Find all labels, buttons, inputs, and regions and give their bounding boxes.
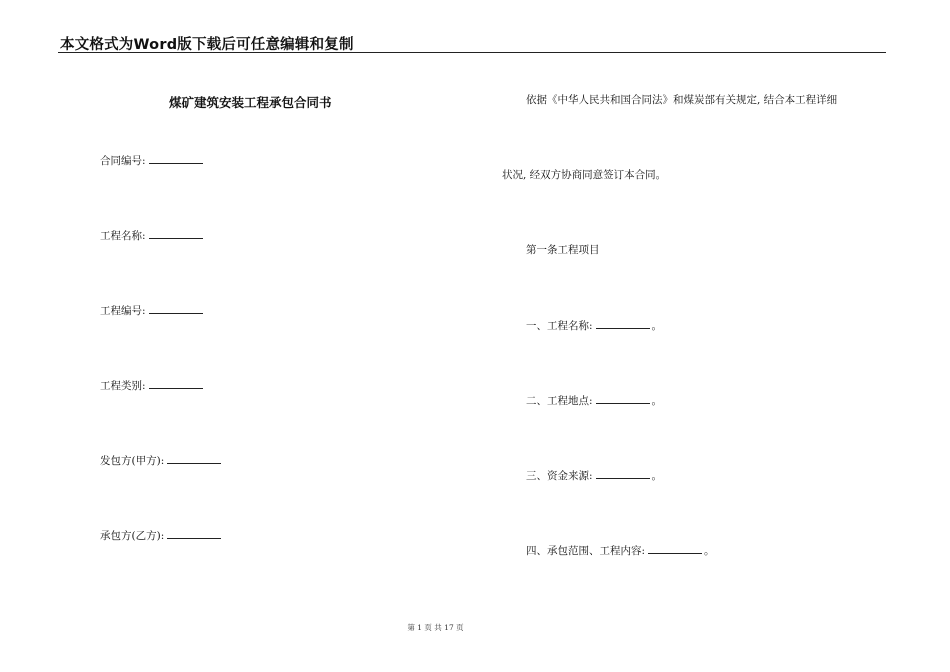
field-label: 发包方(甲方): xyxy=(100,455,165,467)
document-header-banner: 本文格式为Word版下载后可任意编辑和复制 xyxy=(60,37,354,53)
document-title: 煤矿建筑安装工程承包合同书 xyxy=(169,95,332,110)
blank-underline xyxy=(648,543,702,554)
field-label: 承包方(乙方): xyxy=(100,530,165,542)
field-party-a xyxy=(100,453,223,468)
item-funding-source xyxy=(526,468,662,483)
blank-underline xyxy=(596,468,650,479)
page-number-footer: 第 1 页 共 17 页 xyxy=(407,623,464,632)
field-project-name xyxy=(100,228,205,243)
header-divider xyxy=(58,52,886,53)
field-party-b xyxy=(100,528,223,543)
item-scope-content xyxy=(526,543,715,558)
blank-underline xyxy=(149,303,203,314)
blank-underline xyxy=(149,153,203,164)
field-label: 工程类别: xyxy=(100,380,146,392)
blank-underline xyxy=(149,378,203,389)
field-label: 工程名称: xyxy=(100,230,146,242)
preamble-line-2: 状况, 经双方协商同意签订本合同。 xyxy=(502,169,667,181)
item-label: 一、工程名称: xyxy=(526,320,593,332)
field-contract-number xyxy=(100,153,205,168)
item-suffix: 。 xyxy=(704,545,715,557)
field-project-category xyxy=(100,378,205,393)
item-suffix: 。 xyxy=(651,320,663,332)
blank-underline xyxy=(596,393,650,404)
blank-underline xyxy=(149,228,203,239)
item-label: 三、资金来源: xyxy=(526,470,593,482)
item-project-name xyxy=(526,318,662,333)
item-suffix: 。 xyxy=(651,470,663,482)
article-1-heading: 第一条工程项目 xyxy=(526,244,600,256)
field-label: 工程编号: xyxy=(100,305,146,317)
field-label: 合同编号: xyxy=(100,155,146,167)
preamble-line-1: 依据《中华人民共和国合同法》和煤炭部有关规定, 结合本工程详细 xyxy=(526,94,838,106)
blank-underline xyxy=(167,528,221,539)
item-project-location xyxy=(526,393,662,408)
field-project-number xyxy=(100,303,205,318)
blank-underline xyxy=(596,318,650,329)
item-suffix: 。 xyxy=(651,395,663,407)
blank-underline xyxy=(167,453,221,464)
item-label: 四、承包范围、工程内容: xyxy=(526,545,646,557)
item-label: 二、工程地点: xyxy=(526,395,593,407)
